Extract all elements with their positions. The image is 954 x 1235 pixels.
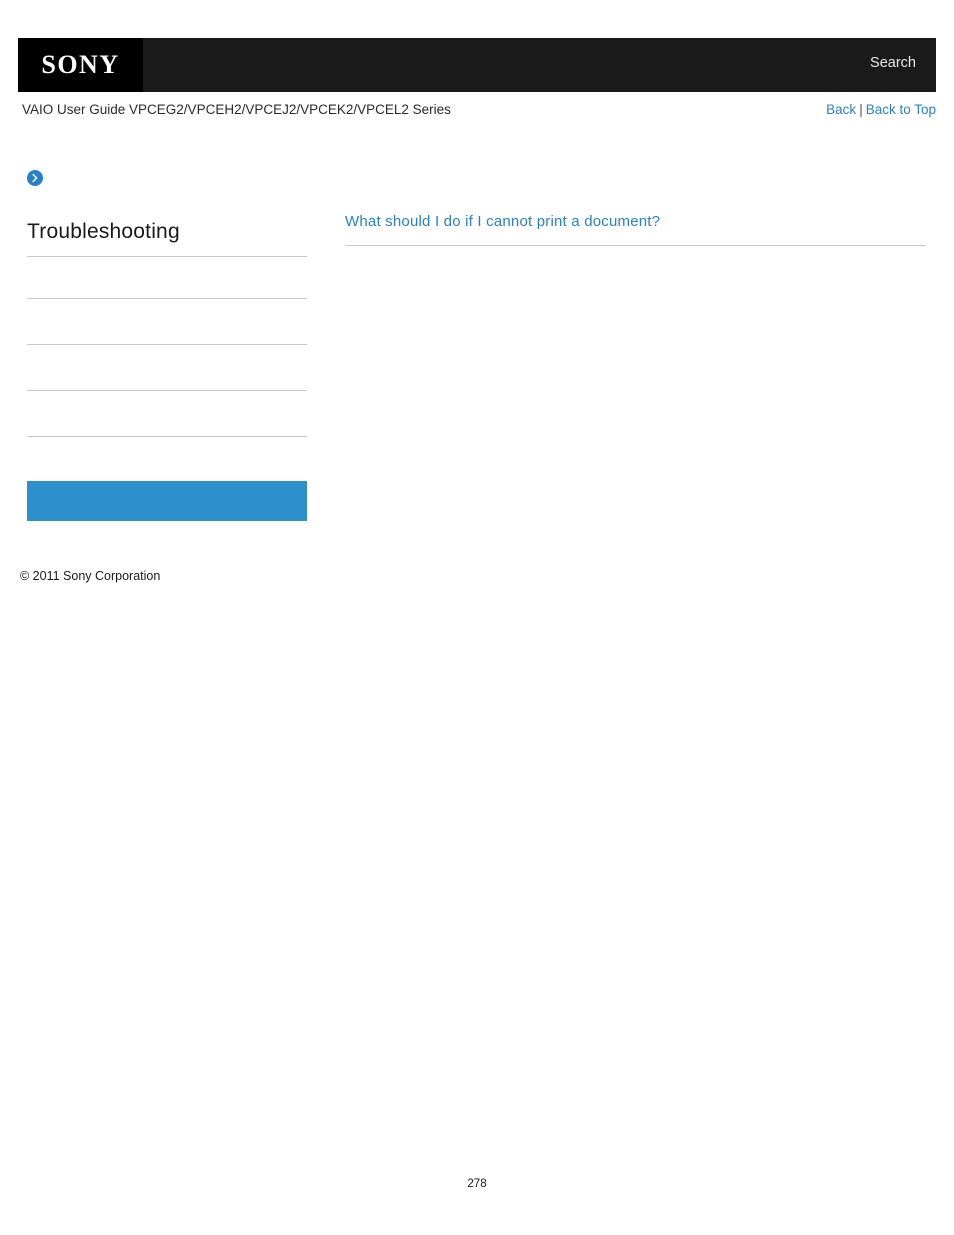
copyright-text: © 2011 Sony Corporation [20, 569, 161, 583]
header-navigation [826, 102, 936, 117]
search-link[interactable]: Search [870, 55, 916, 71]
site-header [18, 38, 936, 92]
chevron-right-icon[interactable] [27, 170, 43, 186]
guide-title: VAIO User Guide VPCEG2/VPCEH2/VPCEJ2/VPCEK2/VPCEL2 Series [22, 102, 451, 117]
sidebar-highlight-block[interactable] [27, 481, 307, 521]
sony-logo[interactable] [18, 38, 143, 92]
topic-link[interactable]: What should I do if I cannot print a document? [345, 213, 661, 230]
back-link[interactable]: Back [826, 102, 857, 117]
main-content [345, 213, 926, 246]
sidebar-item-3[interactable] [27, 345, 307, 391]
page-title: Troubleshooting [27, 220, 180, 243]
sidebar-item-4[interactable] [27, 391, 307, 437]
sidebar [27, 170, 307, 521]
page-number: 278 [467, 1178, 487, 1190]
sony-logo-text: SONY [41, 50, 120, 79]
sidebar-item-1[interactable] [27, 257, 307, 299]
nav-separator: | [859, 102, 863, 117]
sub-header [22, 102, 936, 124]
topic-divider [345, 245, 926, 246]
sidebar-item-2[interactable] [27, 299, 307, 345]
back-to-top-link[interactable]: Back to Top [865, 102, 936, 117]
